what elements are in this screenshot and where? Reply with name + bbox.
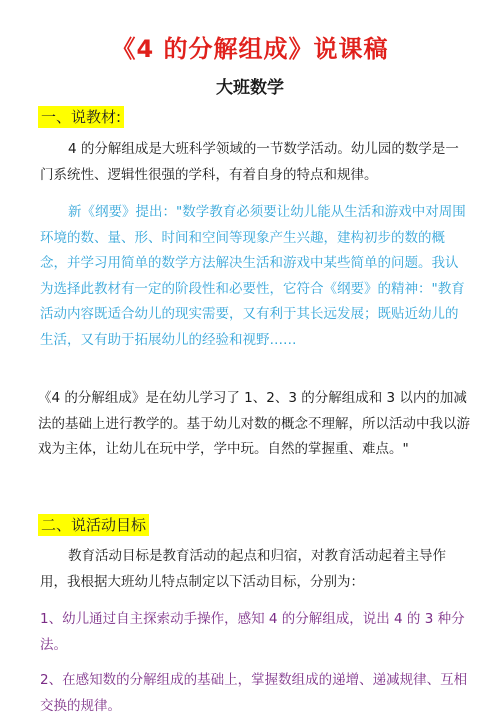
document-subtitle: 大班数学: [216, 78, 284, 98]
goal-item-2: [40, 668, 470, 719]
paragraph-text: 2、在感知数的分解组成的基础上，掌握数组成的递增、递减规律、互相交换的规律。: [40, 672, 468, 714]
paragraph-goals-intro: [40, 544, 470, 595]
section-heading-goals: 二、说活动目标: [38, 514, 149, 536]
paragraph-text: 1、幼儿通过自主探索动手操作，感知 4 的分解组成，说出 4 的 3 种分法。: [40, 611, 465, 653]
paragraph-text: 教育活动目标是教育活动的起点和归宿，对教育活动起着主导作用，我根据大班幼儿特点制定以下活动目标，分别为：: [40, 548, 446, 590]
paragraph-text: 新《纲要》提出："数学教育必须要让幼儿能从生活和游戏中对周围环境的数、量、形、时间和空间等现象产生兴趣，建构初步的数的概念，并学习用简单的数学方法解决生活和游戏中某些简单的问题。我认为选择此教材有一定的阶段性和必要性，它符合《纲要》的精神："教育活动内容既适合幼儿的现实需要，又有利于其长远发展；既贴近幼儿的生活，又有助于拓展幼儿的经验和视野……: [40, 204, 466, 348]
paragraph-text: 4 的分解组成是大班科学领域的一节数学活动。幼儿园的数学是一门系统性、逻辑性很强的学科，有着自身的特点和规律。: [40, 141, 459, 183]
paragraph-basis: [38, 386, 470, 463]
paragraph-intro: [40, 137, 470, 188]
section-heading-textbook: 一、说教材:: [38, 106, 124, 128]
paragraph-text: 《4 的分解组成》是在幼儿学习了 1、2、3 的分解组成和 3 以内的加减法的基础上进行教学的。基于幼儿对数的概念不理解，所以活动中我以游戏为主体，让幼儿在玩中学，学中玩。自然的掌握重、难点。": [38, 390, 470, 457]
goal-item-1: [40, 607, 470, 658]
paragraph-guideline: [40, 200, 470, 353]
document-title: 《4 的分解组成》说课稿: [111, 35, 389, 63]
